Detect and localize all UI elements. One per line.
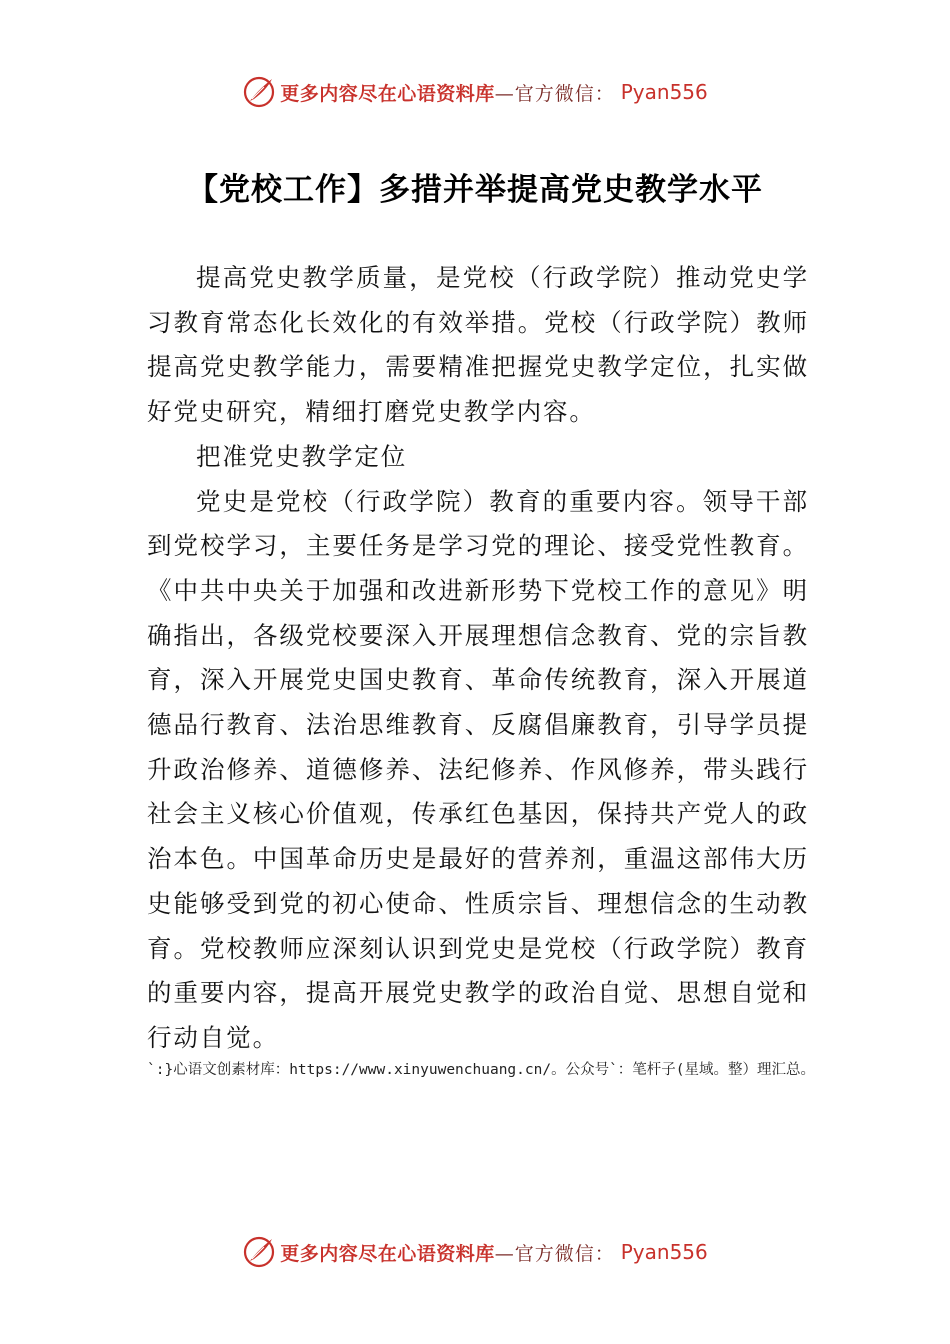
header-banner xyxy=(0,72,950,112)
banner-library-text: 更多内容尽在心语资料库 xyxy=(280,82,495,105)
document-body xyxy=(147,256,809,1061)
banner-wechat-label: —官方微信： xyxy=(494,82,615,105)
banner-wechat-id: Pyan556 xyxy=(620,80,708,104)
footer-banner xyxy=(0,1232,950,1272)
quill-circle-icon xyxy=(242,75,276,109)
document-title: 【党校工作】多措并举提高党史教学水平 xyxy=(187,172,763,208)
paragraph-intro: 提高党史教学质量，是党校（行政学院）推动党史学习教育常态化长效化的有效举措。党校（行政学院）教师提高党史教学能力，需要精准把握党史教学定位，扎实做好党史研究，精细打磨党史教学内容。 xyxy=(147,263,809,427)
section-heading: 把准党史教学定位 xyxy=(196,441,408,471)
banner-wechat-label: —官方微信： xyxy=(494,1242,615,1265)
source-note: `:}心语文创素材库：https://www.xinyuwenchuang.cn/。公众号`：笔杆子(星域。整）理汇总。 xyxy=(147,1062,816,1078)
banner-library-text: 更多内容尽在心语资料库 xyxy=(280,1242,495,1265)
quill-circle-icon xyxy=(242,1235,276,1269)
banner-wechat-id: Pyan556 xyxy=(620,1240,708,1264)
paragraph-main: 党史是党校（行政学院）教育的重要内容。领导干部到党校学习，主要任务是学习党的理论、接受党性教育。《中共中央关于加强和改进新形势下党校工作的意见》明确指出，各级党校要深入开展理想信念教育、党的宗旨教育，深入开展党史国史教育、革命传统教育，深入开展道德品行教育、法治思维教育、反腐倡廉教育，引导学员提升政治修养、道德修养、法纪修养、作风修养，带头践行社会主义核心价值观，传承红色基因，保持共产党人的政治本色。中国革命历史是最好的营养剂，重温这部伟大历史能够受到党的初心使命、性质宗旨、理想信念的生动教育。党校教师应深刻认识到党史是党校（行政学院）教育的重要内容，提高开展党史教学的政治自觉、思想自觉和行动自觉。 xyxy=(147,486,809,1052)
